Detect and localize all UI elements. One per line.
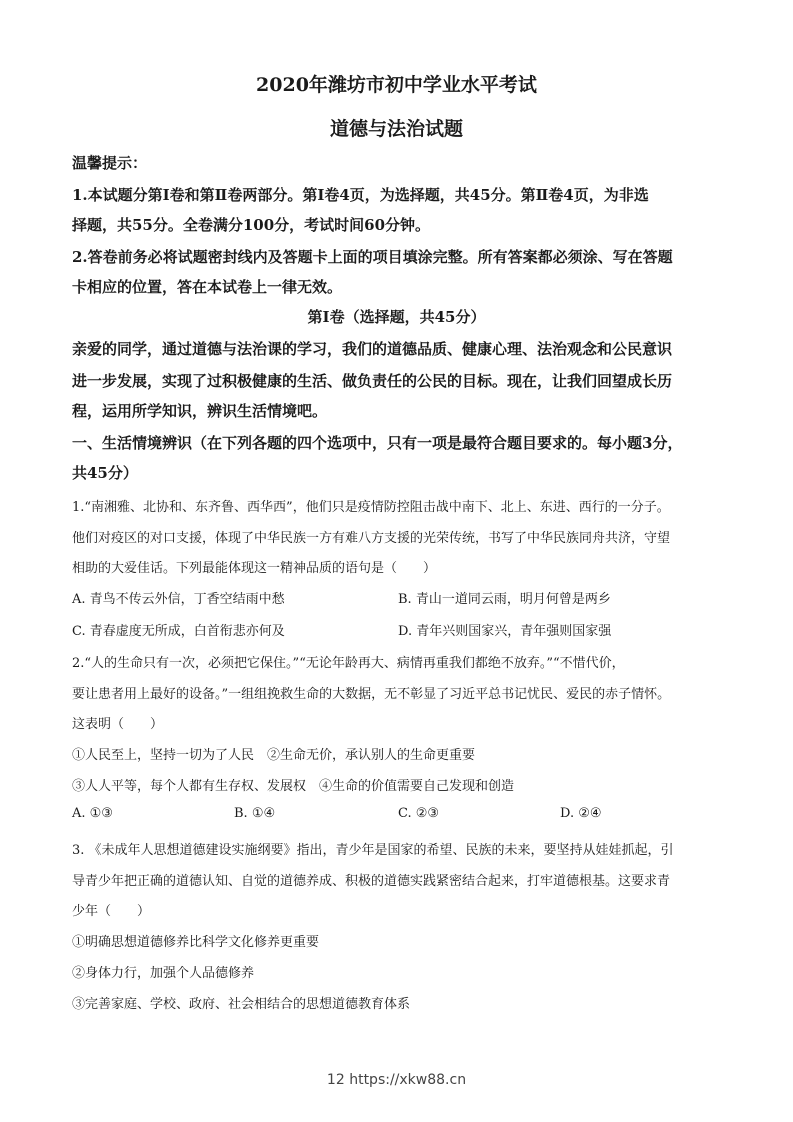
part1-intro-3: 程，运用所学知识，辨识生活情境吧。 <box>72 402 328 420</box>
q1-option-a: A. 青鸟不传云外信，丁香空结雨中愁 <box>72 592 285 607</box>
exam-title: 2020年潍坊市初中学业水平考试 <box>256 74 537 96</box>
tips-line-1a: 1.本试题分第Ⅰ卷和第Ⅱ卷两部分。第Ⅰ卷4页，为选择题，共45分。第Ⅱ卷4页，为非选 <box>72 186 649 204</box>
exam-subtitle: 道德与法治试题 <box>329 118 463 140</box>
page-number: 12 <box>326 1072 345 1088</box>
q1-option-b: B. 青山一道同云雨，明月何曾是两乡 <box>398 592 611 607</box>
q1-option-c: C. 青春虚度无所成，白首衔悲亦何及 <box>72 624 285 639</box>
tips-heading: 温馨提示： <box>72 154 148 172</box>
q2-statements-1: ①人民至上，坚持一切为了人民 ②生命无价，承认别人的生命更重要 <box>72 748 476 763</box>
q3-statement-2: ②身体力行，加强个人品德修养 <box>72 966 255 981</box>
q2-line-3: 这表明（ ） <box>72 717 164 732</box>
q2-option-d: D. ②④ <box>560 806 602 821</box>
q2-option-a: A. ①③ <box>72 806 113 821</box>
part1-intro-2: 进一步发展，实现了过积极健康的生活、做负责任的公民的目标。现在，让我们回望成长历 <box>72 372 673 390</box>
tips-line-2b: 卡相应的位置，答在本试卷上一律无效。 <box>72 278 343 296</box>
q3-statement-3: ③完善家庭、学校、政府、社会相结合的思想道德教育体系 <box>72 997 411 1012</box>
q1-option-d: D. 青年兴则国家兴，青年强则国家强 <box>398 624 612 639</box>
section-heading-1: 一、生活情境辨识（在下列各题的四个选项中，只有一项是最符合题目要求的。每小题3分， <box>72 434 683 452</box>
q1-line-1: 1.“南湘雅、北协和、东齐鲁、西华西”，他们只是疫情防控阻击战中南下、北上、东进、西行的一分子。 <box>72 500 670 515</box>
part1-intro-1: 亲爱的同学，通过道德与法治课的学习，我们的道德品质、健康心理、法治观念和公民意识 <box>72 340 673 358</box>
q1-line-2: 他们对疫区的对口支援，体现了中华民族一方有难八方支援的光荣传统，书写了中华民族同舟共济，守望 <box>72 531 671 546</box>
q2-line-2: 要让患者用上最好的设备。”一组组挽救生命的大数据，无不彰显了习近平总书记忧民、爱民的赤子情怀。 <box>72 687 671 702</box>
q2-option-b: B. ①④ <box>234 806 276 821</box>
part1-heading: 第Ⅰ卷（选择题，共45分） <box>307 308 486 326</box>
q3-statement-1: ①明确思想道德修养比科学文化修养更重要 <box>72 935 320 950</box>
tips-line-2a: 2.答卷前务必将试题密封线内及答题卡上面的项目填涂完整。所有答案都必须涂、写在答题 <box>72 248 673 266</box>
q2-statements-2: ③人人平等，每个人都有生存权、发展权 ④生命的价值需要自己发现和创造 <box>72 779 515 794</box>
q3-line-1: 3. 《未成年人思想道德建设实施纲要》指出，青少年是国家的希望、民族的未来，要坚持从娃娃抓起，引 <box>72 843 674 858</box>
q2-line-1: 2.“人的生命只有一次，必须把它保住。”“无论年龄再大、病情再重我们都绝不放弃。”“不惜代价， <box>72 656 625 671</box>
q3-line-3: 少年（ ） <box>72 904 151 919</box>
tips-line-1b: 择题，共55分。全卷满分100分，考试时间60分钟。 <box>72 216 431 234</box>
page-footer <box>0 1072 793 1088</box>
q3-line-2: 导青少年把正确的道德认知、自觉的道德养成、积极的道德实践紧密结合起来，打牢道德根基。这要求青 <box>72 874 671 889</box>
section-heading-2: 共45分） <box>72 464 138 482</box>
q2-option-c: C. ②③ <box>398 806 440 821</box>
q1-line-3: 相助的大爱佳话。下列最能体现这一精神品质的语句是（ ） <box>72 561 437 576</box>
site-link[interactable]: https://xkw88.cn <box>349 1072 467 1088</box>
